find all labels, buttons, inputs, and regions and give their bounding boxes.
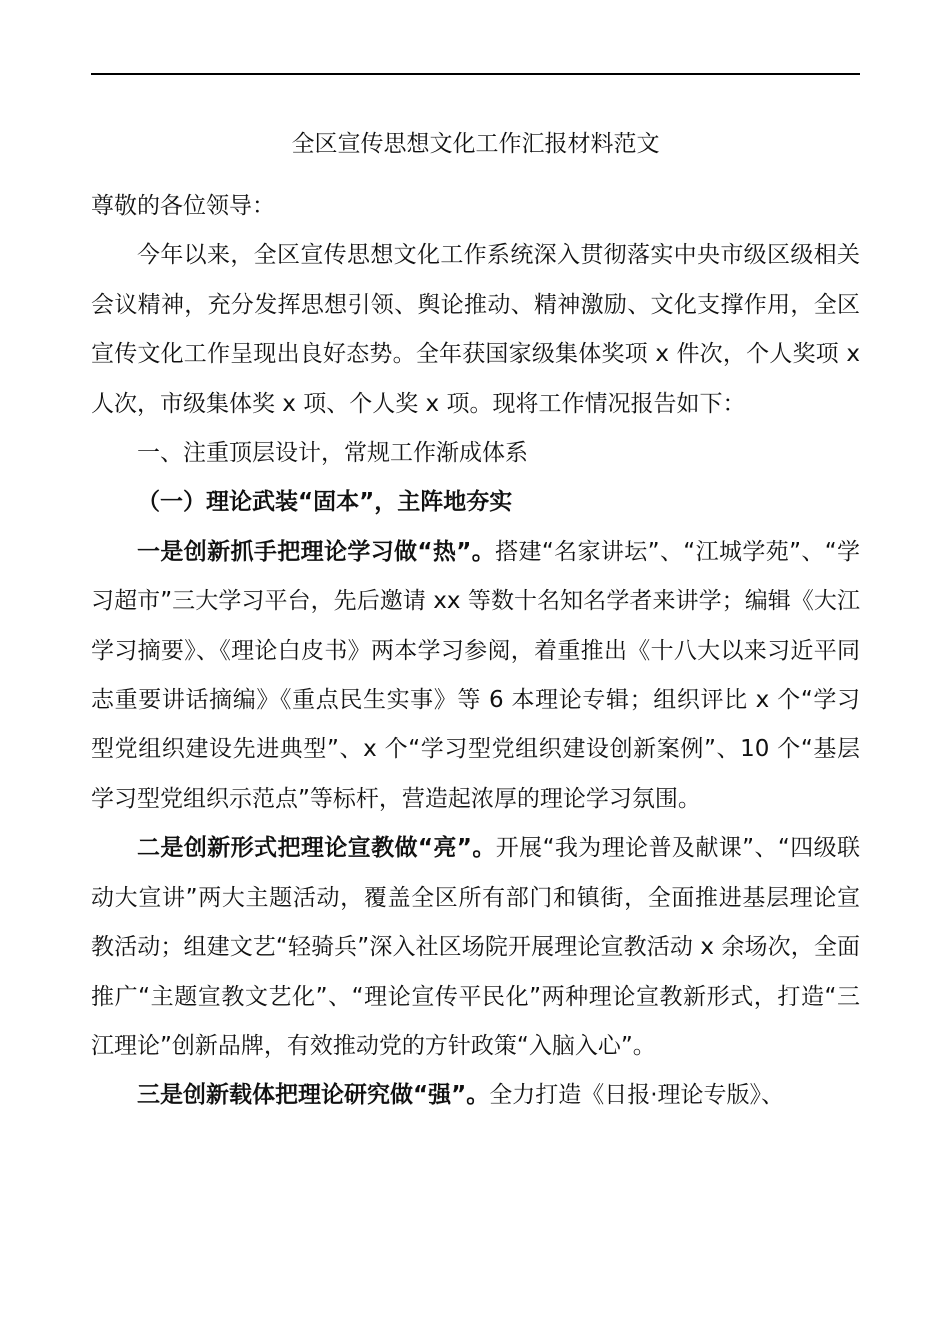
document-title: 全区宣传思想文化工作汇报材料范文 [291,131,660,157]
point-text-3: 全力打造《日报·理论专版》、 [489,1082,785,1109]
header-rule [91,73,860,75]
document-body [91,182,860,1121]
point-text-2: 开展“我为理论普及献课”、“四级联动大宣讲”两大主题活动，覆盖全区所有部门和镇街，全面推进基层理论宣教活动；组建文艺“轻骑兵”深入社区场院开展理论宣教活动 x 余场次，全面推广“主题宣教文艺化”、“理论宣传平民化”两种理论宣教新形式，打造“三江理论”创新品牌，有效推动党的方针政策“入脑入心”。 [91,835,861,1059]
intro-paragraph: 今年以来，全区宣传思想文化工作系统深入贯彻落实中央市级区级相关会议精神，充分发挥思想引领、舆论推动、精神激励、文化支撑作用，全区宣传文化工作呈现出良好态势。全年获国家级集体奖项 x 件次，个人奖项 x 人次，市级集体奖 x 项、个人奖 x 项。现将工作情况报告如下： [91,242,860,417]
point-lead-3: 三是创新载体把理论研究做“强”。 [137,1082,490,1109]
section-heading: 一、注重顶层设计，常规工作渐成体系 [137,440,528,467]
point-lead-1: 一是创新抓手把理论学习做“热”。 [137,538,496,565]
point-text-1: 搭建“名家讲坛”、“江城学苑”、“学习超市”三大学习平台，先后邀请 xx 等数十名知名学者来讲学；编辑《大江学习摘要》、《理论白皮书》两本学习参阅，着重推出《十八大以来习近平同志重要讲话摘编》《重点民生实事》等 6 本理论专辑；组织评比 x 个“学习型党组织建设先进典型”、x 个“学习型党组织建设创新案例”、10 个“基层学习型党组织示范点”等标杆，营造起浓厚的理论学习氛围。 [91,538,861,812]
point-paragraph-2 [91,824,860,1071]
subsection-heading: （一）理论武装“固本”，主阵地夯实 [137,489,513,516]
point-paragraph-1 [91,528,860,824]
point-lead-2: 二是创新形式把理论宣教做“亮”。 [137,835,496,862]
point-paragraph-3 [91,1071,860,1120]
salutation: 尊敬的各位领导： [91,193,275,219]
